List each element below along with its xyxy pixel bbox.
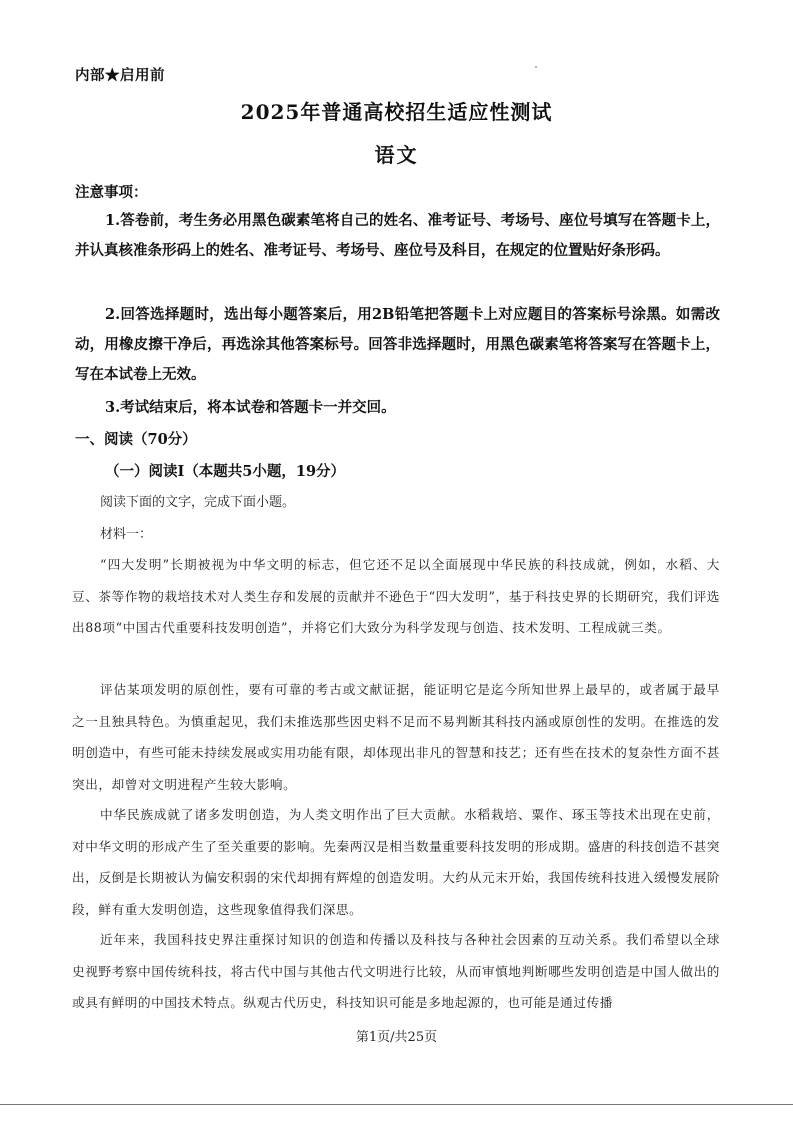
confidential-label: 内部★启用前	[75, 67, 165, 84]
bottom-divider	[0, 1104, 793, 1105]
subject-title: 语文	[374, 143, 419, 167]
page-number: 第1页/共25页	[355, 1030, 438, 1045]
subsection-heading: （一）阅读Ⅰ（本题共5小题，19分）	[105, 463, 346, 480]
notice-heading: 注意事项：	[75, 184, 148, 201]
notice-item-3: 3.考试结束后，将本试卷和答题卡一并交回。	[105, 399, 396, 416]
material-label: 材料一：	[100, 527, 153, 542]
exam-title: 2025年普通高校招生适应性测试	[240, 100, 553, 124]
passage-paragraph-2: 评估某项发明的原创性，要有可靠的考古或文献证据，能证明它是迄今所知世界上最早的，或者属于最早之一且独具特色。为慎重起见，我们未推选那些因史料不足而不易判断其科技内涵或原创性的发明。在推选的发明创造中，有些可能未持续发展或实用功能有限，却体现出非凡的智慧和技艺；还有些在技术的复杂性方面不甚突出，却曾对文明进程产生较大影响。	[72, 682, 720, 792]
passage-paragraph-3: 中华民族成就了诸多发明创造，为人类文明作出了巨大贡献。水稻栽培、粟作、琢玉等技术出现在史前，对中华文明的形成产生了至关重要的影响。先秦两汉是相当数量重要科技发明的形成期。盛唐的科技创造不甚突出，反倒是长期被认为偏安积弱的宋代却拥有辉煌的创造发明。大约从元末开始，我国传统科技进入缓慢发展阶段，鲜有重大发明创造，这些现象值得我们深思。	[72, 807, 720, 917]
section-heading: 一、阅读（70分）	[75, 431, 197, 448]
scan-speck	[535, 66, 537, 68]
passage-paragraph-4: 近年来，我国科技史界注重探讨知识的创造和传播以及科技与各种社会因素的互动关系。我们希望以全球史视野考察中国传统科技，将古代中国与其他古代文明进行比较，从而审慎地判断哪些发明创造是中国人做出的或具有鲜明的中国技术特点。纵观古代历史，科技知识可能是多地起源的，也可能是通过传播	[72, 932, 720, 1010]
notice-item-1: 1.答卷前，考生务必用黑色碳素笔将自己的姓名、准考证号、考场号、座位号填写在答题卡上，并认真核准条形码上的姓名、准考证号、考场号、座位号及科目，在规定的位置贴好条形码。	[75, 212, 720, 259]
reading-instruction: 阅读下面的文字，完成下面小题。	[100, 495, 296, 510]
passage-paragraph-1: “四大发明”长期被视为中华文明的标志，但它还不足以全面展现中华民族的科技成就，例如，水稻、大豆、茶等作物的栽培技术对人类生存和发展的贡献并不逊色于“四大发明”，基于科技史界的长期研究，我们评选出88项“中国古代重要科技发明创造”，并将它们大致分为科学发现与创造、技术发明、工程成就三类。	[72, 557, 720, 635]
notice-item-2: 2.回答选择题时，选出每小题答案后，用2B铅笔把答题卡上对应题目的答案标号涂黑。如需改动，用橡皮擦干净后，再选涂其他答案标号。回答非选择题时，用黑色碳素笔将答案写在答题卡上，写在本试卷上无效。	[75, 306, 720, 383]
